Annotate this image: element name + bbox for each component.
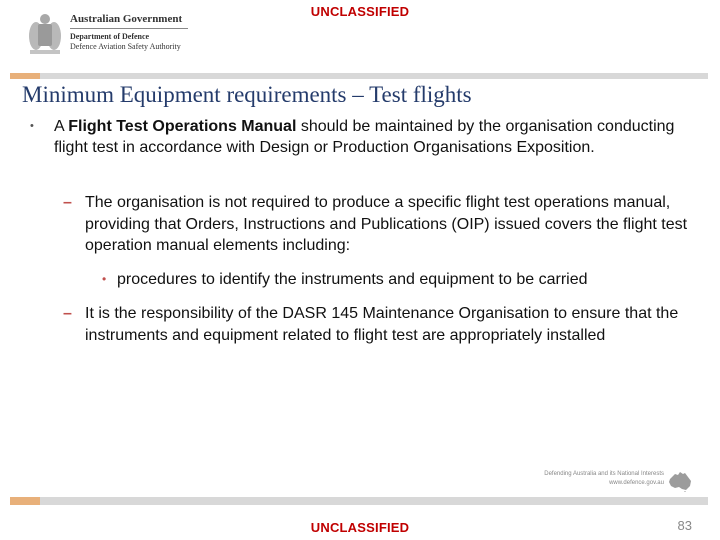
page-number: 83 (677, 518, 692, 533)
classification-top: UNCLASSIFIED (310, 4, 410, 19)
slide-title: Minimum Equipment requirements – Test flights (22, 82, 472, 107)
classification-bottom: UNCLASSIFIED (310, 520, 410, 535)
sub-sub-bullet-text: procedures to identify the instruments and equipment to be carried (117, 271, 588, 288)
bullet-marker: • (102, 272, 107, 286)
australian-government-logo (24, 10, 194, 62)
logo-government: Australian Government (70, 13, 183, 25)
sub-bullet-text: The organisation is not required to produce a specific flight test operations manual, providing that Orders, Instructions and Publications (OIP) issued covers the flight test operation manual elements including: (85, 194, 688, 254)
header-divider (10, 73, 708, 79)
logo-authority: Defence Aviation Safety Authority (70, 42, 181, 51)
dash-marker: – (63, 194, 72, 211)
dash-marker: – (63, 305, 72, 322)
bullet-prefix: A (54, 118, 69, 135)
footer-website: www.defence.gov.au (609, 480, 664, 486)
footer-tagline-block (538, 470, 664, 488)
sub-sub-bullet-procedures (102, 269, 687, 290)
bullet-rest: should be maintained by the organisation conducting flight test in accordance with Design or Production Organisations Exposition. (54, 118, 675, 156)
footer-divider (10, 497, 708, 505)
sub-bullet-dasr-145 (63, 303, 697, 346)
bullet-marker: • (30, 120, 34, 132)
sub-bullet-text: It is the responsibility of the DASR 145 Maintenance Organisation to ensure that the instruments and equipment related to flight test are appropriately installed (85, 305, 679, 344)
bullet-flight-test-manual (30, 116, 684, 158)
footer-tagline: Defending Australia and its National Interests (544, 471, 664, 477)
logo-department: Department of Defence (70, 32, 150, 41)
bullet-bold-term: Flight Test Operations Manual (68, 118, 297, 135)
logo-divider (70, 28, 188, 29)
coat-of-arms-icon (24, 10, 66, 60)
australia-map-icon (667, 470, 693, 492)
sub-bullet-oip (63, 192, 697, 257)
